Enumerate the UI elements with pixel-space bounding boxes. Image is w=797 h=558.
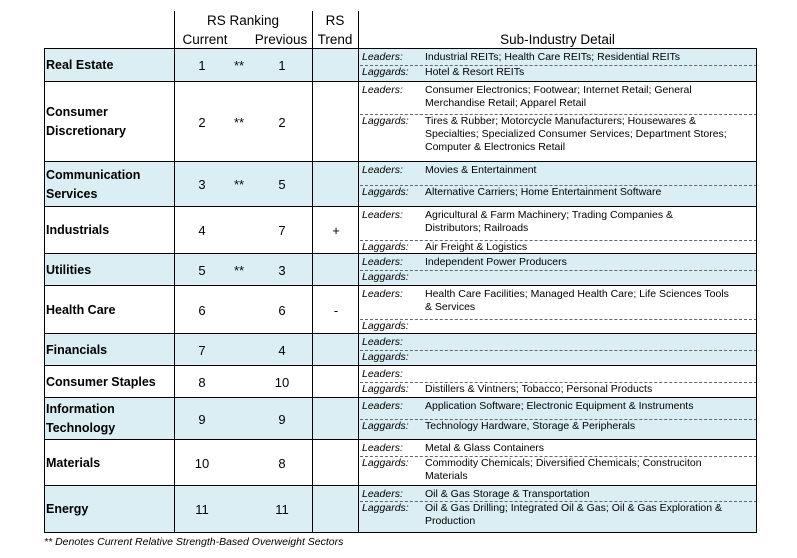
previous-rank: 3 [278, 262, 286, 278]
table-row [44, 365, 757, 397]
rs-header: RS [325, 13, 345, 28]
leaders-text: Agricultural & Farm Machinery; Trading Companies & [425, 209, 674, 221]
dashed-separator [360, 501, 757, 502]
sector-name: Information Technology [46, 402, 116, 435]
leaders-text [425, 336, 755, 349]
laggards-text: Technology Hardware, Storage & Peripherals [425, 420, 636, 432]
previous-rank: 7 [278, 223, 286, 238]
laggards-text: Production [425, 515, 476, 527]
leaders-label [362, 97, 425, 110]
laggards-text: Alternative Carriers; Home Entertainment Software [425, 186, 662, 198]
leaders-label: Leaders: [362, 256, 403, 268]
rs-ranking-header: RS Ranking [206, 13, 280, 28]
previous-rank: 1 [278, 58, 286, 73]
overweight-stars [224, 486, 254, 533]
rs-trend [313, 334, 359, 366]
leaders-label: Leaders: [362, 336, 403, 348]
overweight-stars: ** [233, 114, 245, 130]
rs-trend [313, 49, 359, 82]
laggards-text: Tires & Rubber; Motorcycle Manufacturers; Housewares & [425, 115, 696, 127]
dashed-separator [360, 240, 757, 241]
leaders-text: Application Software; Electronic Equipment & Instruments [425, 400, 694, 412]
overweight-stars: ** [233, 58, 245, 73]
trend-header: Trend [317, 32, 353, 47]
overweight-stars [224, 366, 254, 398]
dashed-separator [360, 185, 757, 186]
rs-trend: + [332, 223, 340, 238]
rs-trend: - [333, 302, 339, 318]
dashed-separator [360, 65, 757, 66]
grid-line [174, 11, 175, 532]
leaders-label: Leaders: [362, 368, 403, 380]
laggards-label: Laggards: [362, 115, 409, 127]
current-rank: 4 [198, 223, 206, 238]
laggards-text: Hotel & Resort REITs [425, 66, 525, 78]
leaders-text: & Services [425, 301, 476, 313]
dashed-separator [360, 270, 757, 271]
table-row [44, 485, 757, 532]
leaders-text: Consumer Electronics; Footwear; Internet Retail; General [425, 84, 692, 96]
dashed-separator [360, 114, 757, 115]
rs-trend [313, 82, 359, 162]
laggards-label: Laggards: [362, 351, 409, 363]
sector-name: Industrials [46, 223, 110, 237]
footnote: ** Denotes Current Relative Strength-Based Overweight Sectors [44, 536, 344, 548]
previous-rank: 6 [278, 302, 286, 318]
table-row [44, 81, 757, 161]
sub-industry-header: Sub-Industry Detail [500, 32, 615, 47]
laggards-label: Laggards: [362, 457, 409, 469]
laggards-label [362, 470, 425, 483]
leaders-label [362, 222, 425, 235]
rs-trend [313, 486, 359, 533]
leaders-text: Distributors; Railroads [425, 222, 529, 234]
table-row [44, 397, 757, 439]
sub-industry-detail [362, 286, 755, 334]
leaders-text: Merchandise Retail; Apparel Retail [425, 97, 587, 109]
laggards-text [425, 351, 755, 364]
overweight-stars [224, 334, 254, 366]
sector-name: Utilities [46, 262, 92, 277]
laggards-label [362, 141, 425, 154]
laggards-label: Laggards: [362, 420, 409, 432]
sector-name: Materials [46, 455, 101, 470]
previous-rank: 11 [275, 502, 289, 517]
overweight-stars [224, 286, 254, 334]
laggards-label [362, 515, 425, 528]
overweight-stars: ** [233, 177, 245, 192]
laggards-text: Materials [425, 470, 468, 482]
leaders-label: Leaders: [362, 164, 403, 176]
leaders-label [362, 301, 425, 314]
previous-rank: 2 [278, 114, 286, 130]
laggards-text: Distillers & Vintners; Tobacco; Personal Products [425, 383, 653, 395]
laggards-label: Laggards: [362, 66, 409, 78]
sector-name: Communication Services [46, 167, 141, 201]
sub-industry-detail [362, 440, 755, 486]
laggards-text: Air Freight & Logistics [425, 241, 528, 253]
rs-trend [313, 254, 359, 286]
current-rank: 10 [194, 455, 210, 471]
table-row [44, 439, 757, 485]
rs-trend [313, 366, 359, 398]
leaders-text: Movies & Entertainment [425, 164, 537, 176]
dashed-separator [360, 382, 757, 383]
leaders-text: Health Care Facilities; Managed Health Care; Life Sciences Tools [425, 288, 729, 300]
laggards-text [425, 320, 755, 333]
current-rank: 3 [198, 177, 206, 192]
sector-name: Real Estate [46, 58, 114, 72]
table-row [44, 253, 757, 285]
dashed-separator [360, 350, 757, 351]
previous-rank: 5 [278, 177, 286, 192]
table-row [44, 333, 757, 365]
laggards-text: Oil & Gas Drilling; Integrated Oil & Gas; Oil & Gas Exploration & [425, 502, 723, 514]
current-rank: 1 [198, 58, 206, 73]
grid-line [44, 532, 757, 533]
overweight-stars [224, 207, 254, 254]
sector-name: Financials [46, 342, 108, 357]
leaders-label: Leaders: [362, 400, 403, 412]
leaders-text: Independent Power Producers [425, 256, 567, 268]
current-header: Current [182, 32, 228, 47]
previous-header: Previous [254, 32, 308, 47]
table-row [44, 206, 757, 253]
overweight-stars: ** [233, 262, 245, 278]
previous-rank: 9 [278, 411, 286, 427]
rs-trend [313, 440, 359, 486]
dashed-separator [360, 456, 757, 457]
table-row [44, 48, 757, 81]
table-row [44, 161, 757, 206]
sub-industry-detail [362, 82, 755, 162]
leaders-label: Leaders: [362, 84, 403, 96]
previous-rank: 10 [274, 374, 290, 390]
laggards-text: Commodity Chemicals; Diversified Chemicals; Construciton [425, 457, 702, 469]
grid-line [358, 11, 359, 532]
current-rank: 6 [198, 302, 206, 318]
dashed-separator [360, 319, 757, 320]
laggards-text: Specialties; Specialized Consumer Services; Department Stores; [425, 128, 727, 140]
overweight-stars [224, 440, 254, 486]
current-rank: 11 [195, 502, 209, 517]
laggards-label: Laggards: [362, 383, 409, 395]
sector-name: Energy [46, 502, 89, 516]
laggards-text [425, 271, 755, 284]
laggards-label: Laggards: [362, 271, 409, 283]
grid-line [756, 48, 757, 532]
sector-name: Consumer Staples [46, 374, 156, 389]
previous-rank: 4 [278, 342, 286, 358]
sector-name: Health Care [46, 302, 116, 317]
rs-trend [313, 398, 359, 440]
grid-line [312, 11, 313, 532]
leaders-text: Oil & Gas Storage & Transportation [425, 488, 590, 500]
sub-industry-detail [362, 486, 755, 533]
dashed-separator [360, 419, 757, 420]
laggards-label [362, 128, 425, 141]
grid-line [44, 48, 45, 532]
laggards-label: Laggards: [362, 502, 409, 514]
current-rank: 5 [198, 262, 206, 278]
previous-rank: 8 [278, 455, 286, 471]
leaders-text: Industrial REITs; Health Care REITs; Residential REITs [425, 51, 681, 63]
laggards-label: Laggards: [362, 241, 409, 253]
leaders-text: Metal & Glass Containers [425, 442, 545, 454]
sector-name: Consumer Discretionary [46, 105, 126, 138]
leaders-label: Leaders: [362, 442, 403, 454]
table-row [44, 285, 757, 333]
leaders-text [425, 368, 755, 381]
leaders-label: Leaders: [362, 209, 403, 221]
current-rank: 2 [198, 114, 206, 130]
laggards-label: Laggards: [362, 186, 409, 198]
current-rank: 7 [198, 342, 206, 358]
sub-industry-detail [362, 207, 755, 254]
laggards-label: Laggards: [362, 320, 409, 332]
leaders-label: Leaders: [362, 288, 403, 300]
laggards-text: Computer & Electronics Retail [425, 141, 566, 153]
overweight-stars [224, 398, 254, 440]
current-rank: 8 [198, 374, 206, 390]
rs-trend [313, 162, 359, 207]
leaders-label: Leaders: [362, 488, 403, 500]
leaders-label: Leaders: [362, 51, 403, 63]
current-rank: 9 [198, 411, 206, 427]
